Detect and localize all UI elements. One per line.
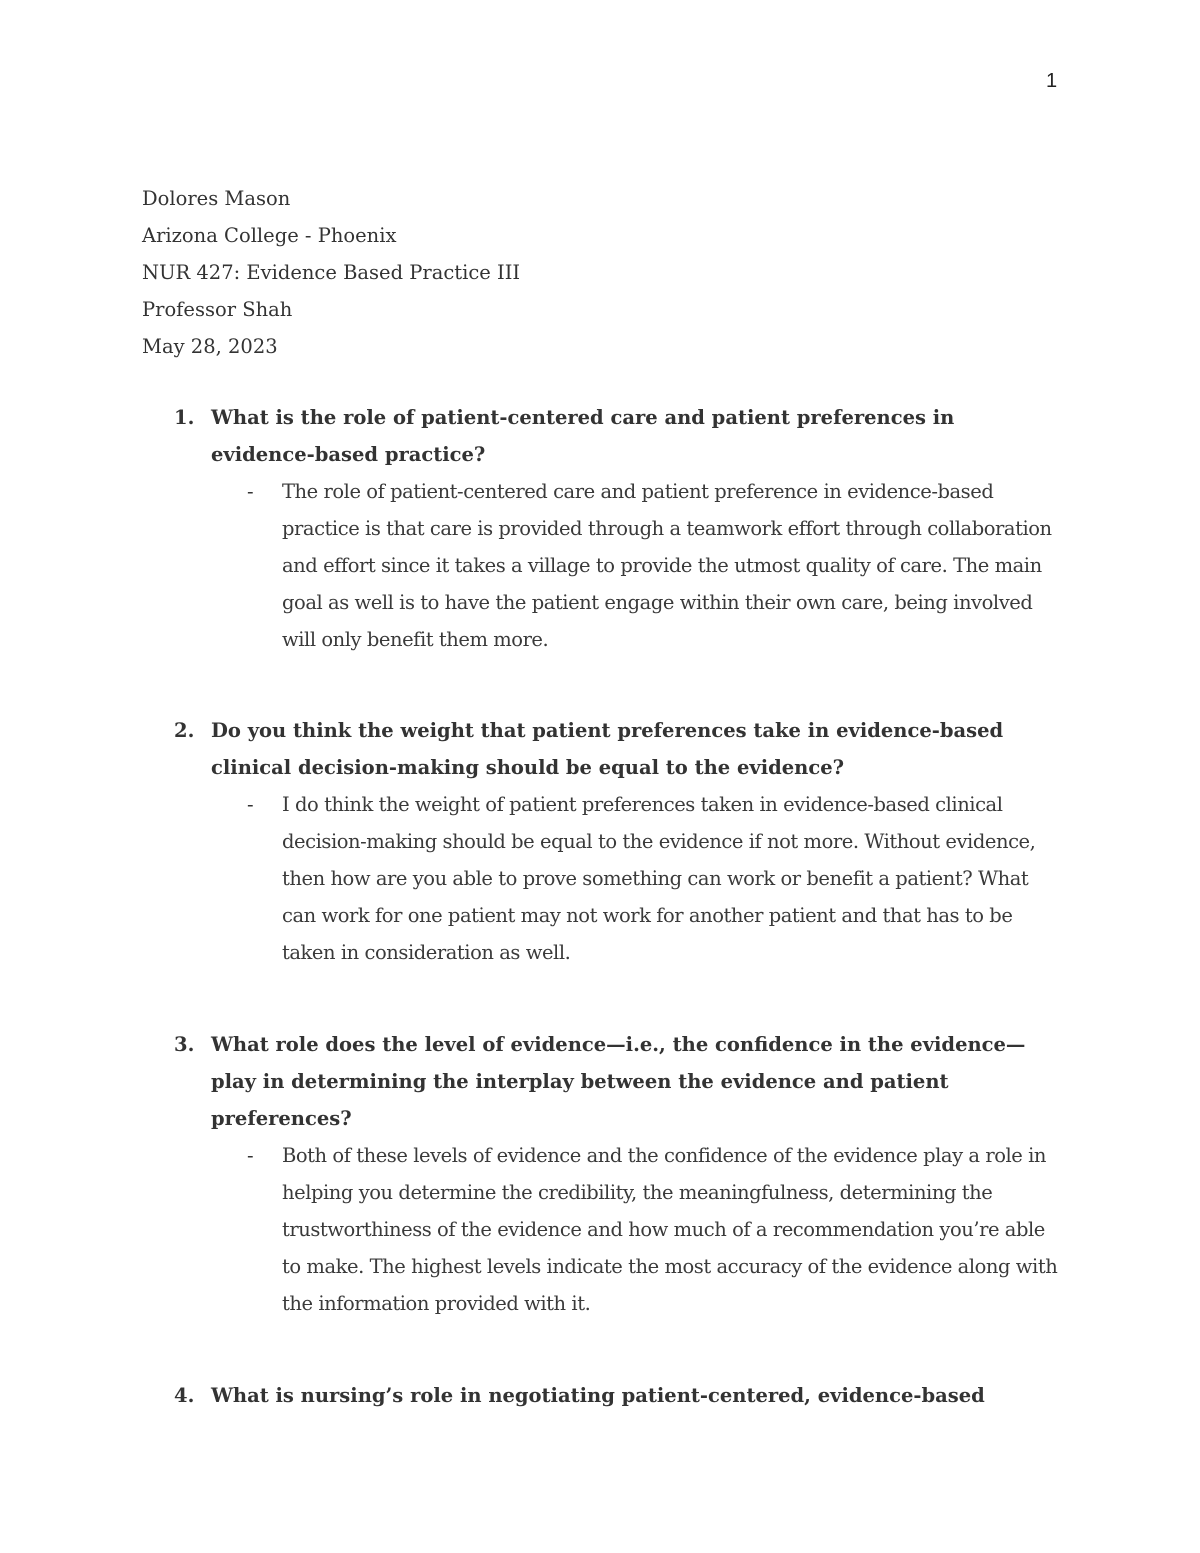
professor-name: Professor Shah xyxy=(142,298,293,321)
question-text xyxy=(211,1377,1041,1414)
answer-line: the information provided with it. xyxy=(282,1292,591,1315)
answer-line: will only benefit them more. xyxy=(282,628,549,651)
answer-text xyxy=(282,473,1062,658)
course-name: NUR 427: Evidence Based Practice III xyxy=(142,261,521,284)
answer-line: helping you determine the credibility, the meaningfulness, determining the xyxy=(282,1181,993,1204)
answer-line: taken in consideration as well. xyxy=(282,941,571,964)
answer-line: and effort since it takes a village to provide the utmost quality of care. The main xyxy=(282,554,1042,577)
page-number: 1 xyxy=(1046,70,1058,92)
document-header xyxy=(142,180,1042,365)
question-line: clinical decision-making should be equal to the evidence? xyxy=(211,756,845,779)
question-line: play in determining the interplay between the evidence and patient xyxy=(211,1070,949,1093)
answer-line: trustworthiness of the evidence and how much of a recommendation you’re able xyxy=(282,1218,1045,1241)
question-line: evidence-based practice? xyxy=(211,443,486,466)
document-date: May 28, 2023 xyxy=(142,335,278,358)
question-number: 3. xyxy=(174,1033,195,1056)
question-number: 1. xyxy=(174,406,195,429)
question-line: What is nursing’s role in negotiating patient-centered, evidence-based xyxy=(211,1384,985,1407)
answer-line: Both of these levels of evidence and the confidence of the evidence play a role in xyxy=(282,1144,1047,1167)
answer-line: I do think the weight of patient preferences taken in evidence-based clinical xyxy=(282,793,1003,816)
answer-line: practice is that care is provided through a teamwork effort through collaboration xyxy=(282,517,1052,540)
answer-bullet: - xyxy=(247,480,254,503)
answer-bullet: - xyxy=(247,1144,254,1167)
answer-line: goal as well is to have the patient engage within their own care, being involved xyxy=(282,591,1033,614)
institution-name: Arizona College - Phoenix xyxy=(142,224,397,247)
answer-text xyxy=(282,1137,1062,1322)
question-text xyxy=(211,712,1041,786)
author-name: Dolores Mason xyxy=(142,187,291,210)
question-number: 2. xyxy=(174,719,195,742)
answer-text xyxy=(282,786,1062,971)
answer-line: The role of patient-centered care and patient preference in evidence-based xyxy=(282,480,994,503)
answer-line: decision-making should be equal to the evidence if not more. Without evidence, xyxy=(282,830,1036,853)
answer-bullet: - xyxy=(247,793,254,816)
question-line: Do you think the weight that patient preferences take in evidence-based xyxy=(211,719,1004,742)
question-text xyxy=(211,1026,1041,1137)
question-number: 4. xyxy=(174,1384,195,1407)
question-line: What is the role of patient-centered care and patient preferences in xyxy=(211,406,955,429)
answer-line: then how are you able to prove something can work or benefit a patient? What xyxy=(282,867,1029,890)
answer-line: can work for one patient may not work for another patient and that has to be xyxy=(282,904,1013,927)
answer-line: to make. The highest levels indicate the most accuracy of the evidence along with xyxy=(282,1255,1058,1278)
question-line: What role does the level of evidence—i.e., the confidence in the evidence— xyxy=(211,1033,1026,1056)
question-text xyxy=(211,399,1041,473)
question-line: preferences? xyxy=(211,1107,352,1130)
